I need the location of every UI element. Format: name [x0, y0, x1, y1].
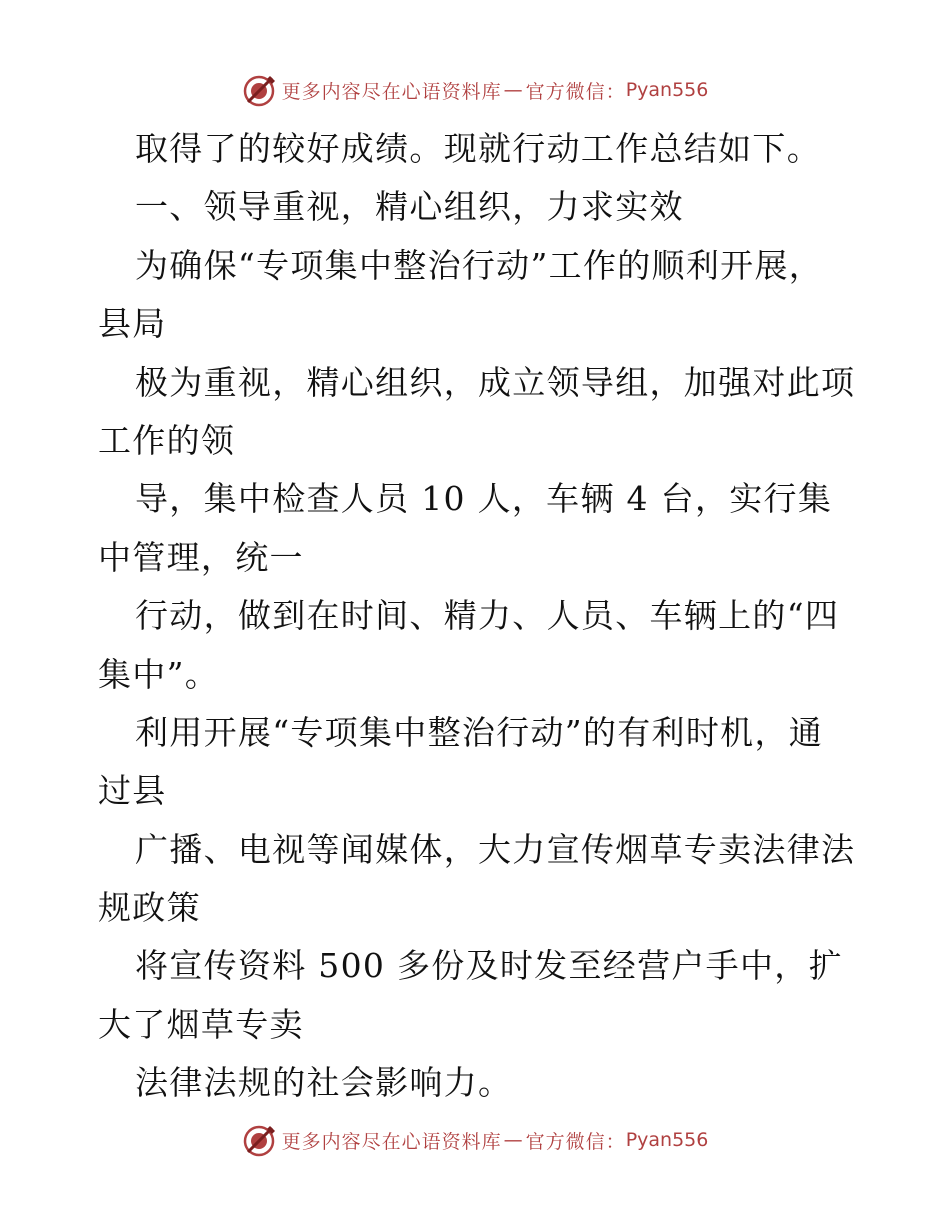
text-line: 中管理，统一 — [98, 537, 304, 577]
text-line: 过县 — [98, 771, 167, 811]
banner-separator: — — [503, 79, 524, 101]
text-line: 极为重视，精心组织，成立领导组，加强对此项 — [135, 362, 856, 402]
header-banner — [0, 70, 950, 110]
banner-separator: — — [503, 1129, 524, 1151]
footer-banner — [0, 1120, 950, 1160]
text-line: 将宣传资料 500 多份及时发至经营户手中，扩 — [135, 946, 843, 986]
text-line: 集中”。 — [98, 654, 220, 694]
banner-wechat-id: Pyan556 — [625, 1129, 709, 1151]
pen-seal-logo-icon — [242, 72, 278, 108]
text-line: 工作的领 — [98, 420, 236, 460]
document-body — [0, 120, 950, 1113]
text-line: 为确保“专项集中整治行动”工作的顺利开展， — [135, 245, 824, 285]
banner-text: 更多内容尽在心语资料库 — [281, 80, 502, 103]
text-line: 大了烟草专卖 — [98, 1004, 304, 1044]
text-line: 行动，做到在时间、精力、人员、车辆上的“四 — [135, 596, 840, 636]
pen-seal-logo-icon — [242, 1122, 278, 1158]
text-line: 导，集中检查人员 10 人，车辆 4 台，实行集 — [135, 479, 833, 519]
text-line: 规政策 — [98, 888, 201, 928]
banner-text: 更多内容尽在心语资料库 — [281, 1130, 502, 1153]
text-line: 一、领导重视，精心组织，力求实效 — [135, 187, 684, 227]
text-line: 取得了的较好成绩。现就行动工作总结如下。 — [135, 129, 821, 168]
text-line: 利用开展“专项集中整治行动”的有利时机，通 — [135, 712, 824, 752]
text-line: 广播、电视等闻媒体，大力宣传烟草专卖法律法 — [135, 829, 856, 869]
banner-wechat-label: 官方微信： — [525, 1130, 626, 1153]
banner-wechat-id: Pyan556 — [625, 79, 709, 101]
text-line: 县局 — [98, 304, 167, 344]
banner-wechat-label: 官方微信： — [525, 80, 626, 103]
text-line: 法律法规的社会影响力。 — [135, 1063, 513, 1103]
